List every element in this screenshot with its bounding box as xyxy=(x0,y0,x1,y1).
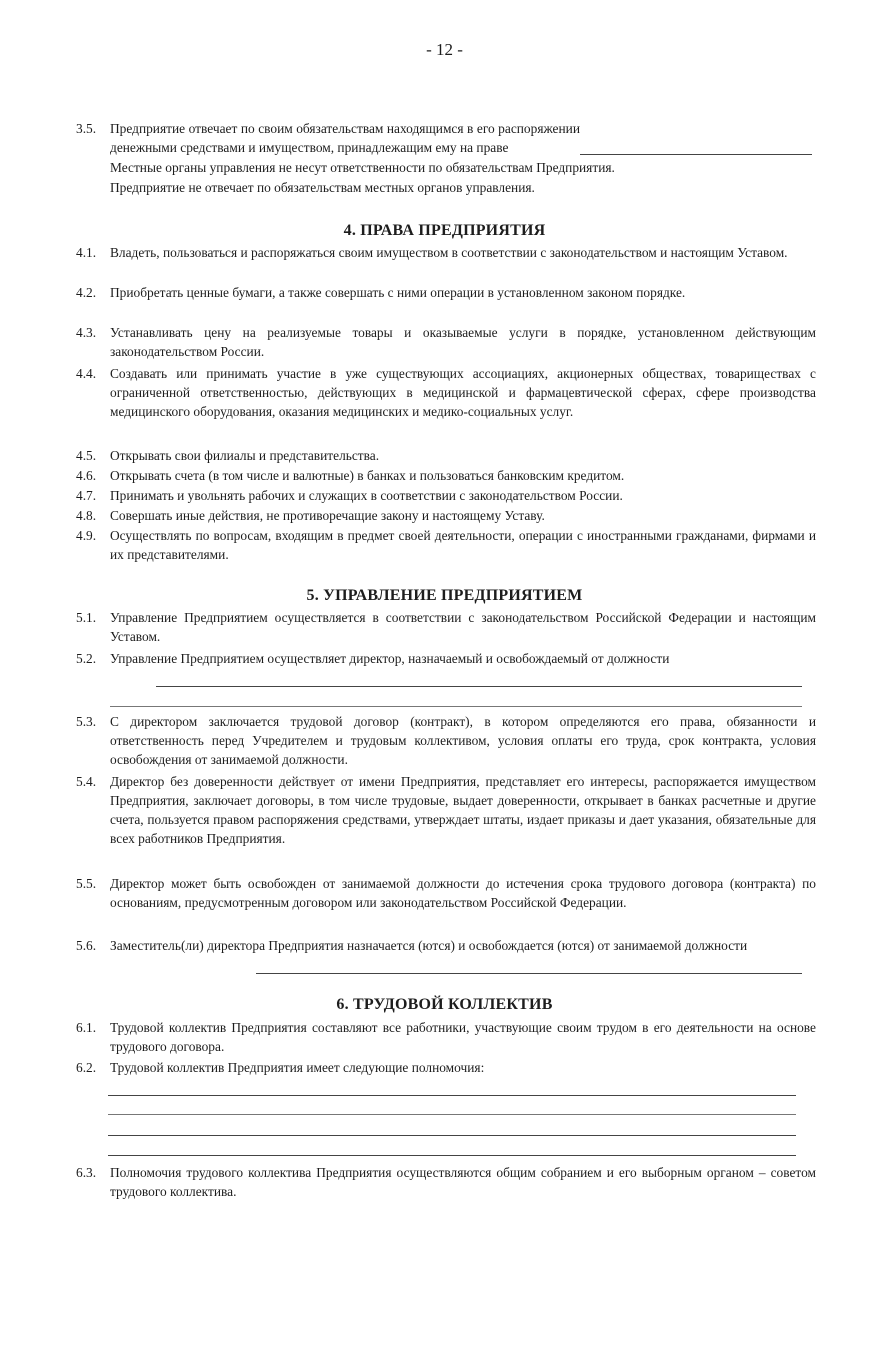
section-title: 4. ПРАВА ПРЕДПРИЯТИЯ xyxy=(343,222,546,239)
clause-text: Трудовой коллектив Предприятия имеет следующие полномочия: xyxy=(110,1060,485,1075)
clause-number: 4.5. xyxy=(76,448,97,463)
fill-in-blank xyxy=(108,1095,796,1096)
clause-5-4 xyxy=(76,772,816,848)
fill-in-blank xyxy=(108,1155,796,1156)
clause-4-4 xyxy=(76,364,816,421)
clause-4-2 xyxy=(76,283,816,302)
clause-text: Управление Предприятием осуществляет директор, назначаемый и освобождаемый от должности xyxy=(110,651,670,666)
clause-number: 5.6. xyxy=(76,938,97,953)
clause-4-8 xyxy=(76,506,816,525)
fill-in-blank xyxy=(580,154,812,155)
clause-text: Директор без доверенности действует от имени Предприятия, представляет его интересы, распоряжается имуществом Предприятия, заключает договоры, в том числе трудовые, выдает доверенности, открывает в банках расчетные и другие счета, пользуется правом распоряжения средствами, утверждает штаты, издает приказы и дает указания, обязательные для всех работников Предприятия. xyxy=(110,774,816,846)
clause-number: 5.1. xyxy=(76,610,97,625)
clause-text: Владеть, пользоваться и распоряжаться своим имуществом в соответствии с законодательством и настоящим Уставом. xyxy=(110,245,788,260)
clause-text: Принимать и увольнять рабочих и служащих в соответствии с законодательством России. xyxy=(110,488,623,503)
clause-3-5 xyxy=(76,119,816,157)
clause-number: 4.8. xyxy=(76,508,97,523)
clause-text: С директором заключается трудовой договор (контракт), в котором определяются его права, обязанности и ответственность перед Учредителем и трудовым коллективом, условия оплаты его труда, срок контракта, условия освобождения от занимаемой должности. xyxy=(110,714,816,767)
clause-text: Трудовой коллектив Предприятия составляют все работники, участвующие своим трудом в его деятельности на основе трудового договора. xyxy=(110,1020,816,1054)
clause-number: 4.4. xyxy=(76,366,97,381)
fill-in-blank xyxy=(108,1114,796,1115)
clause-6-3 xyxy=(76,1163,816,1201)
clause-number: 5.5. xyxy=(76,876,97,891)
clause-5-6 xyxy=(76,936,816,955)
fill-in-blank xyxy=(156,686,802,687)
clause-number: 4.3. xyxy=(76,325,97,340)
clause-3-5-note-1: Местные органы управления не несут ответственности по обязательствам Предприятия. xyxy=(110,160,615,175)
clause-text: Приобретать ценные бумаги, а также совершать с ними операции в установленном законом порядке. xyxy=(110,285,686,300)
clause-6-1 xyxy=(76,1018,816,1056)
clause-4-5 xyxy=(76,446,816,465)
clause-text: Директор может быть освобожден от занимаемой должности до истечения срока трудового договора (контракта) по основаниям, предусмотренным договором или законодательством Российской Федерации. xyxy=(110,876,816,910)
clause-5-2 xyxy=(76,649,816,668)
fill-in-blank xyxy=(108,1135,796,1136)
clause-number: 5.2. xyxy=(76,651,97,666)
clause-4-7 xyxy=(76,486,816,505)
section-title: 6. ТРУДОВОЙ КОЛЛЕКТИВ xyxy=(336,996,553,1013)
clause-5-3 xyxy=(76,712,816,769)
clause-text: Осуществлять по вопросам, входящим в предмет своей деятельности, операции с иностранными гражданами, фирмами и их представителями. xyxy=(110,528,816,562)
clause-number: 4.2. xyxy=(76,285,97,300)
clause-5-1 xyxy=(76,608,816,646)
fill-in-blank xyxy=(256,973,802,974)
fill-in-blank xyxy=(110,706,802,707)
clause-4-6 xyxy=(76,466,816,485)
clause-5-5 xyxy=(76,874,816,912)
clause-4-1 xyxy=(76,243,816,262)
clause-number: 4.6. xyxy=(76,468,97,483)
page-number: - 12 - xyxy=(426,40,463,59)
clause-text: Заместитель(ли) директора Предприятия назначается (ются) и освобождается (ются) от занимаемой должности xyxy=(110,938,748,953)
clause-number: 6.1. xyxy=(76,1020,97,1035)
clause-text: Открывать счета (в том числе и валютные) в банках и пользоваться банковским кредитом. xyxy=(110,468,625,483)
clause-text: Открывать свои филиалы и представительства. xyxy=(110,448,380,463)
clause-text: Создавать или принимать участие в уже существующих ассоциациях, акционерных обществах, товариществах с ограниченной ответственностью, действующих в медицинской и фармацевтической сферах, сфере производства медицинского оборудования, оказания медицинских и медико-социальных услуг. xyxy=(110,366,816,419)
clause-4-9 xyxy=(76,526,816,564)
clause-6-2 xyxy=(76,1058,816,1077)
clause-number: 4.1. xyxy=(76,245,97,260)
clause-number: 3.5. xyxy=(76,121,97,136)
clause-4-3 xyxy=(76,323,816,361)
clause-number: 6.3. xyxy=(76,1165,97,1180)
clause-text: Совершать иные действия, не противоречащие закону и настоящему Уставу. xyxy=(110,508,545,523)
clause-number: 4.9. xyxy=(76,528,97,543)
clause-number: 5.4. xyxy=(76,774,97,789)
clause-3-5-note-2: Предприятие не отвечает по обязательствам местных органов управления. xyxy=(110,180,535,195)
clause-text: Управление Предприятием осуществляется в соответствии с законодательством Российской Федерации и настоящим Уставом. xyxy=(110,610,816,644)
section-title: 5. УПРАВЛЕНИЕ ПРЕДПРИЯТИЕМ xyxy=(306,587,583,604)
clause-text: Предприятие отвечает по своим обязательствам находящимся в его распоряжении денежными средствами и имуществом, принадлежащим ему на праве xyxy=(110,121,580,155)
clause-text: Полномочия трудового коллектива Предприятия осуществляются общим собранием и его выборным органом – советом трудового коллектива. xyxy=(110,1165,816,1199)
clause-number: 6.2. xyxy=(76,1060,97,1075)
clause-number: 5.3. xyxy=(76,714,97,729)
clause-number: 4.7. xyxy=(76,488,97,503)
clause-text: Устанавливать цену на реализуемые товары и оказываемые услуги в порядке, установленном действующим законодательством России. xyxy=(110,325,816,359)
